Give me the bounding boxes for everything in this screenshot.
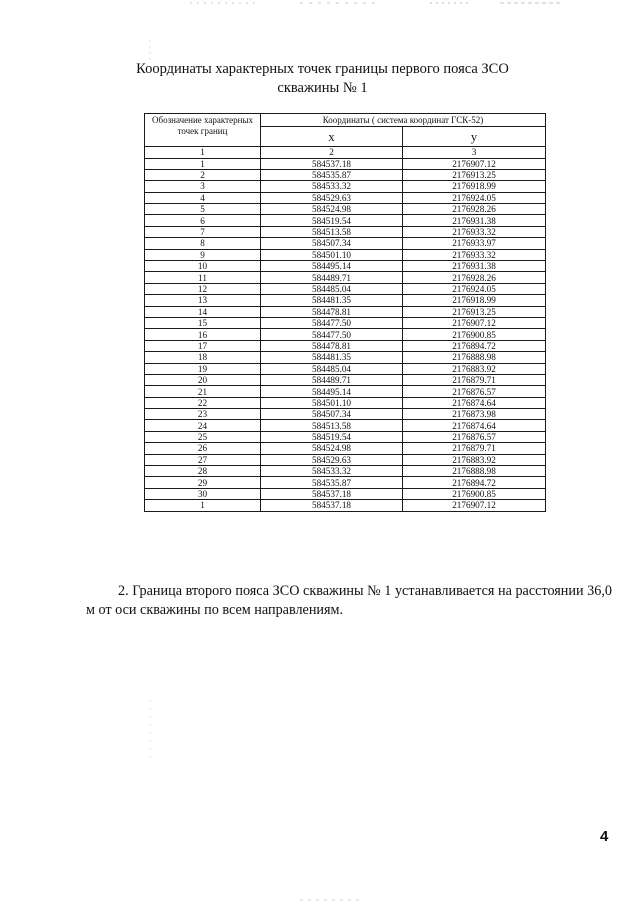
point-cell: 14 (145, 306, 261, 317)
paragraph-text: 2. Граница второго пояса ЗСО скважины № 1 устанавливается на расстоянии 36,0 м от оси скважины по всем направлениям. (86, 583, 612, 618)
y-coordinate-cell: 2176931.38 (403, 261, 546, 272)
point-cell: 3 (145, 181, 261, 192)
x-coordinate-cell: 584537.18 (261, 158, 403, 169)
y-coordinate-cell: 2176888.98 (403, 466, 546, 477)
y-coordinate-cell: 2176933.32 (403, 226, 546, 237)
x-coordinate-cell: 584533.32 (261, 181, 403, 192)
table-row (145, 386, 546, 397)
table-row (145, 238, 546, 249)
x-coordinate-cell: 584513.58 (261, 420, 403, 431)
x-coordinate-cell: 584495.14 (261, 386, 403, 397)
y-coordinate-cell: 2176883.92 (403, 454, 546, 465)
point-cell: 2 (145, 169, 261, 180)
x-coordinate-cell: 584533.32 (261, 466, 403, 477)
table-row (145, 158, 546, 169)
point-cell: 16 (145, 329, 261, 340)
x-coordinate-cell: 584529.63 (261, 454, 403, 465)
y-coordinate-cell: 2176894.72 (403, 477, 546, 488)
point-cell: 20 (145, 374, 261, 385)
x-coordinate-cell: 584537.18 (261, 488, 403, 499)
y-coordinate-cell: 2176924.05 (403, 283, 546, 294)
y-coordinate-cell: 2176928.26 (403, 204, 546, 215)
column-number: 3 (403, 147, 546, 159)
header-point-designation: Обозначение характерных точек границ (145, 114, 261, 147)
x-coordinate-cell: 584501.10 (261, 249, 403, 260)
y-coordinate-cell: 2176913.25 (403, 306, 546, 317)
y-coordinate-cell: 2176874.64 (403, 397, 546, 408)
x-coordinate-cell: 584519.54 (261, 431, 403, 442)
x-coordinate-cell: 584485.04 (261, 283, 403, 294)
table-row (145, 431, 546, 442)
column-number-row (145, 147, 546, 159)
x-coordinate-cell: 584481.35 (261, 295, 403, 306)
y-coordinate-cell: 2176894.72 (403, 340, 546, 351)
y-coordinate-cell: 2176924.05 (403, 192, 546, 203)
title-line-2: скважины № 1 (277, 80, 368, 96)
y-coordinate-cell: 2176900.85 (403, 488, 546, 499)
x-coordinate-cell: 584478.81 (261, 306, 403, 317)
table-row (145, 204, 546, 215)
table-row (145, 477, 546, 488)
x-coordinate-cell: 584481.35 (261, 352, 403, 363)
point-cell: 7 (145, 226, 261, 237)
point-cell: 25 (145, 431, 261, 442)
x-coordinate-cell: 584485.04 (261, 363, 403, 374)
table-row (145, 317, 546, 328)
point-cell: 12 (145, 283, 261, 294)
table-row (145, 397, 546, 408)
coordinates-table-container (144, 113, 545, 512)
table-row (145, 169, 546, 180)
y-coordinate-cell: 2176931.38 (403, 215, 546, 226)
table-row (145, 420, 546, 431)
y-coordinate-cell: 2176918.99 (403, 295, 546, 306)
y-coordinate-cell: 2176879.71 (403, 443, 546, 454)
header-coordinates: Координаты ( система координат ГСК-52) (261, 114, 546, 127)
y-coordinate-cell: 2176918.99 (403, 181, 546, 192)
column-number: 1 (145, 147, 261, 159)
y-coordinate-cell: 2176907.12 (403, 158, 546, 169)
point-cell: 22 (145, 397, 261, 408)
table-body (145, 158, 546, 511)
point-cell: 11 (145, 272, 261, 283)
header-y: y (403, 127, 546, 147)
x-coordinate-cell: 584478.81 (261, 340, 403, 351)
x-coordinate-cell: 584507.34 (261, 409, 403, 420)
point-cell: 17 (145, 340, 261, 351)
x-coordinate-cell: 584489.71 (261, 374, 403, 385)
table-row (145, 374, 546, 385)
table-row (145, 215, 546, 226)
point-cell: 9 (145, 249, 261, 260)
y-coordinate-cell: 2176876.57 (403, 431, 546, 442)
point-cell: 23 (145, 409, 261, 420)
y-coordinate-cell: 2176907.12 (403, 500, 546, 511)
table-row (145, 261, 546, 272)
table-row (145, 466, 546, 477)
point-cell: 21 (145, 386, 261, 397)
table-row (145, 340, 546, 351)
page-number: 4 (600, 828, 609, 845)
table-row (145, 352, 546, 363)
table-header (145, 114, 546, 147)
point-cell: 29 (145, 477, 261, 488)
point-cell: 19 (145, 363, 261, 374)
point-cell: 24 (145, 420, 261, 431)
point-cell: 26 (145, 443, 261, 454)
point-cell: 5 (145, 204, 261, 215)
table-row (145, 181, 546, 192)
table-row (145, 443, 546, 454)
point-cell: 30 (145, 488, 261, 499)
point-cell: 15 (145, 317, 261, 328)
document-title (60, 60, 585, 98)
x-coordinate-cell: 584535.87 (261, 169, 403, 180)
y-coordinate-cell: 2176933.97 (403, 238, 546, 249)
x-coordinate-cell: 584524.98 (261, 443, 403, 454)
x-coordinate-cell: 584524.98 (261, 204, 403, 215)
x-coordinate-cell: 584507.34 (261, 238, 403, 249)
x-coordinate-cell: 584495.14 (261, 261, 403, 272)
point-cell: 13 (145, 295, 261, 306)
table-row (145, 488, 546, 499)
x-coordinate-cell: 584519.54 (261, 215, 403, 226)
point-cell: 6 (145, 215, 261, 226)
y-coordinate-cell: 2176928.26 (403, 272, 546, 283)
table-row (145, 306, 546, 317)
coordinates-table (144, 113, 546, 512)
y-coordinate-cell: 2176933.32 (403, 249, 546, 260)
table-row (145, 283, 546, 294)
y-coordinate-cell: 2176913.25 (403, 169, 546, 180)
table-row (145, 192, 546, 203)
x-coordinate-cell: 584477.50 (261, 329, 403, 340)
table-row (145, 295, 546, 306)
y-coordinate-cell: 2176883.92 (403, 363, 546, 374)
y-coordinate-cell: 2176900.85 (403, 329, 546, 340)
table-row (145, 249, 546, 260)
point-cell: 1 (145, 158, 261, 169)
point-cell: 1 (145, 500, 261, 511)
point-cell: 27 (145, 454, 261, 465)
table-row (145, 329, 546, 340)
table-row (145, 226, 546, 237)
x-coordinate-cell: 584489.71 (261, 272, 403, 283)
y-coordinate-cell: 2176873.98 (403, 409, 546, 420)
y-coordinate-cell: 2176876.57 (403, 386, 546, 397)
table-row (145, 500, 546, 511)
x-coordinate-cell: 584529.63 (261, 192, 403, 203)
y-coordinate-cell: 2176879.71 (403, 374, 546, 385)
x-coordinate-cell: 584537.18 (261, 500, 403, 511)
x-coordinate-cell: 584501.10 (261, 397, 403, 408)
point-cell: 4 (145, 192, 261, 203)
x-coordinate-cell: 584477.50 (261, 317, 403, 328)
point-cell: 10 (145, 261, 261, 272)
point-cell: 28 (145, 466, 261, 477)
column-number: 2 (261, 147, 403, 159)
second-zone-paragraph (86, 582, 612, 620)
table-row (145, 409, 546, 420)
table-row (145, 363, 546, 374)
point-cell: 8 (145, 238, 261, 249)
y-coordinate-cell: 2176907.12 (403, 317, 546, 328)
header-x: x (261, 127, 403, 147)
point-cell: 18 (145, 352, 261, 363)
x-coordinate-cell: 584513.58 (261, 226, 403, 237)
table-row (145, 454, 546, 465)
title-line-1: Координаты характерных точек границы первого пояса ЗСО (136, 61, 509, 77)
y-coordinate-cell: 2176888.98 (403, 352, 546, 363)
table-row (145, 272, 546, 283)
y-coordinate-cell: 2176874.64 (403, 420, 546, 431)
x-coordinate-cell: 584535.87 (261, 477, 403, 488)
